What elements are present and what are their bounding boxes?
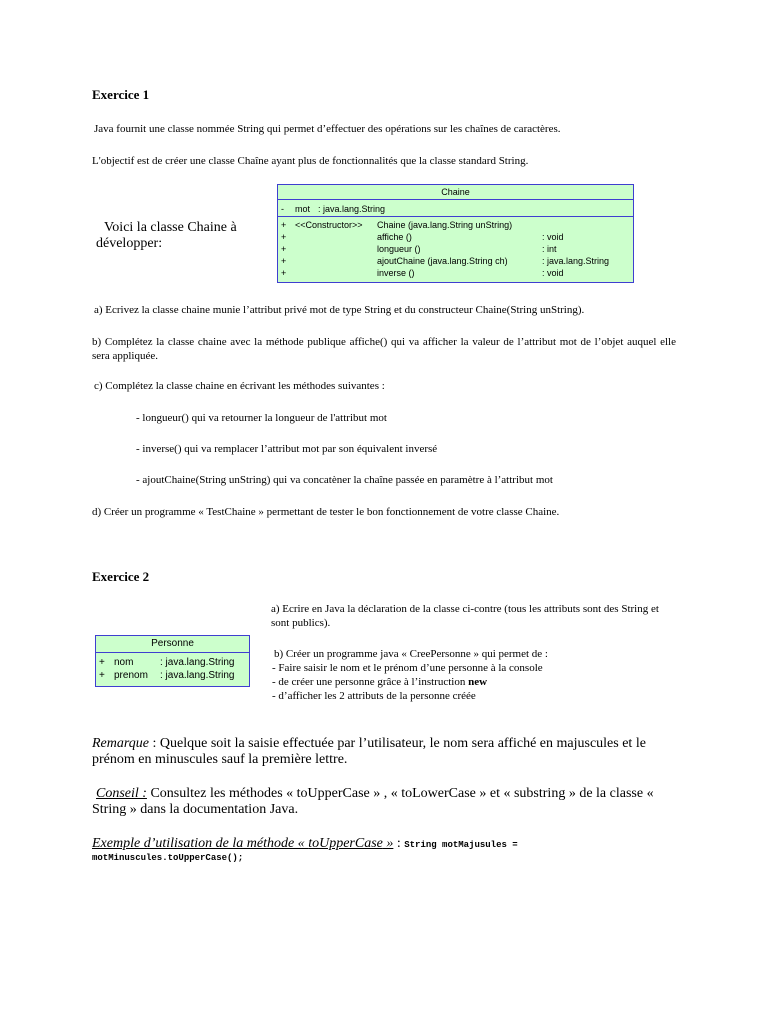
question-c-item-3: - ajoutChaine(String unString) qui va concatèner la chaîne passée en paramètre à l’attribut mot bbox=[136, 474, 553, 486]
remarque-text: : Quelque soit la saisie effectuée par l’utilisateur, le nom sera affiché en majuscules et le prénom en minuscules sauf la première lettre. bbox=[92, 736, 646, 767]
ex2-question-b-item-2 bbox=[272, 675, 672, 689]
conseil-label: Conseil : bbox=[96, 786, 147, 801]
uml-attr-row bbox=[278, 203, 633, 215]
ex2-question-b bbox=[272, 647, 672, 703]
question-d: d) Créer un programme « TestChaine » permettant de tester le bon fonctionnement de votre classe Chaine. bbox=[92, 506, 560, 518]
ex2-keyword-new: new bbox=[468, 676, 488, 688]
uml-attr-type: : java.lang.String bbox=[160, 670, 235, 681]
uml-method-return: : int bbox=[542, 244, 557, 254]
uml-attr-row bbox=[96, 669, 249, 682]
uml-method-signature: Chaine (java.lang.String unString) bbox=[377, 220, 513, 230]
conseil-paragraph bbox=[92, 786, 670, 818]
exemple-label-method: toUpperCase bbox=[308, 836, 383, 851]
uml-attr-row bbox=[96, 656, 249, 669]
uml-visibility: + bbox=[281, 256, 287, 266]
uml-method-return: : void bbox=[542, 232, 564, 242]
uml-attr-type: : java.lang.String bbox=[160, 657, 235, 668]
voici-line-2: développer: bbox=[96, 236, 163, 251]
uml-attr-name: mot bbox=[295, 204, 311, 214]
uml-method-row bbox=[278, 231, 633, 243]
uml-chaine-attributes bbox=[278, 203, 633, 217]
uml-method-return: : java.lang.String bbox=[542, 256, 610, 266]
uml-attr-name: nom bbox=[114, 657, 134, 668]
code-line-2: motMinuscules.toUpperCase(); bbox=[92, 853, 244, 863]
code-line-1: String motMajusules = bbox=[404, 840, 518, 850]
uml-visibility: + bbox=[99, 657, 105, 668]
uml-method-signature: affiche () bbox=[377, 232, 412, 242]
exemple-label bbox=[92, 836, 393, 851]
uml-class-personne bbox=[95, 635, 250, 687]
uml-method-signature: inverse () bbox=[377, 268, 415, 278]
uml-method-signature: ajoutChaine (java.lang.String ch) bbox=[377, 256, 508, 266]
ex2-item-2-text: - de créer une personne grâce à l’instruction bbox=[272, 676, 469, 688]
uml-attr-type: : java.lang.String bbox=[318, 204, 386, 214]
voici-text bbox=[96, 220, 237, 252]
uml-visibility: - bbox=[281, 204, 284, 214]
question-b: b) Complétez la classe chaine avec la méthode publique affiche() qui va afficher la valeur de l’attribut mot de l’objet auquel elle sera appliquée. bbox=[92, 336, 676, 362]
question-c: c) Complétez la classe chaine en écrivant les méthodes suivantes : bbox=[94, 380, 385, 392]
exemple-separator: : bbox=[393, 836, 405, 851]
conseil-text: Consultez les méthodes « toUpperCase » , « toLowerCase » et « substring » de la classe « String » dans la documentation Java. bbox=[92, 786, 654, 817]
uml-visibility: + bbox=[281, 244, 287, 254]
uml-visibility: + bbox=[99, 670, 105, 681]
ex2-question-a: a) Ecrire en Java la déclaration de la classe ci-contre (tous les attributs sont des String et sont publics). bbox=[271, 603, 659, 629]
remarque-label: Remarque bbox=[92, 736, 150, 751]
remarque-paragraph bbox=[92, 736, 664, 768]
intro-paragraph-1: Java fournit une classe nommée String qui permet d’effectuer des opérations sur les chaînes de caractères. bbox=[94, 123, 561, 135]
uml-personne-attributes bbox=[96, 653, 249, 682]
question-c-item-2: - inverse() qui va remplacer l’attribut mot par son équivalent inversé bbox=[136, 443, 438, 455]
ex2-question-b-item-3: - d’afficher les 2 attributs de la personne créée bbox=[272, 690, 476, 702]
uml-stereotype: <<Constructor>> bbox=[295, 220, 363, 230]
uml-chaine-methods bbox=[278, 217, 633, 279]
uml-personne-title: Personne bbox=[96, 636, 249, 653]
uml-visibility: + bbox=[281, 268, 287, 278]
question-c-item-1: - longueur() qui va retourner la longueur de l'attribut mot bbox=[136, 412, 387, 424]
intro-paragraph-2: L'objectif est de créer une classe Chaîne ayant plus de fonctionnalités que la classe standard String. bbox=[92, 155, 529, 167]
uml-chaine-title: Chaine bbox=[278, 185, 633, 200]
exercise1-heading: Exercice 1 bbox=[92, 87, 150, 102]
exemple-label-end: » bbox=[382, 836, 394, 851]
question-a: a) Ecrivez la classe chaine munie l’attribut privé mot de type String et du constructeur Chaine(String unString). bbox=[94, 304, 585, 316]
uml-visibility: + bbox=[281, 220, 287, 230]
ex2-question-b-intro: b) Créer un programme java « CreePersonne » qui permet de : bbox=[274, 648, 548, 660]
ex2-question-b-item-1: - Faire saisir le nom et le prénom d’une personne à la console bbox=[272, 662, 543, 674]
uml-method-signature: longueur () bbox=[377, 244, 421, 254]
uml-class-chaine bbox=[277, 184, 634, 283]
voici-line-1: Voici la classe Chaine à bbox=[104, 220, 237, 235]
uml-method-row bbox=[278, 243, 633, 255]
exemple-paragraph bbox=[92, 836, 692, 853]
exercise2-heading: Exercice 2 bbox=[92, 569, 150, 584]
uml-method-row bbox=[278, 219, 633, 231]
uml-visibility: + bbox=[281, 232, 287, 242]
uml-method-row bbox=[278, 255, 633, 267]
uml-method-row bbox=[278, 267, 633, 279]
uml-method-return: : void bbox=[542, 268, 564, 278]
uml-attr-name: prenom bbox=[114, 670, 148, 681]
exemple-label-start: Exemple d’utilisation de la méthode « bbox=[92, 836, 309, 851]
